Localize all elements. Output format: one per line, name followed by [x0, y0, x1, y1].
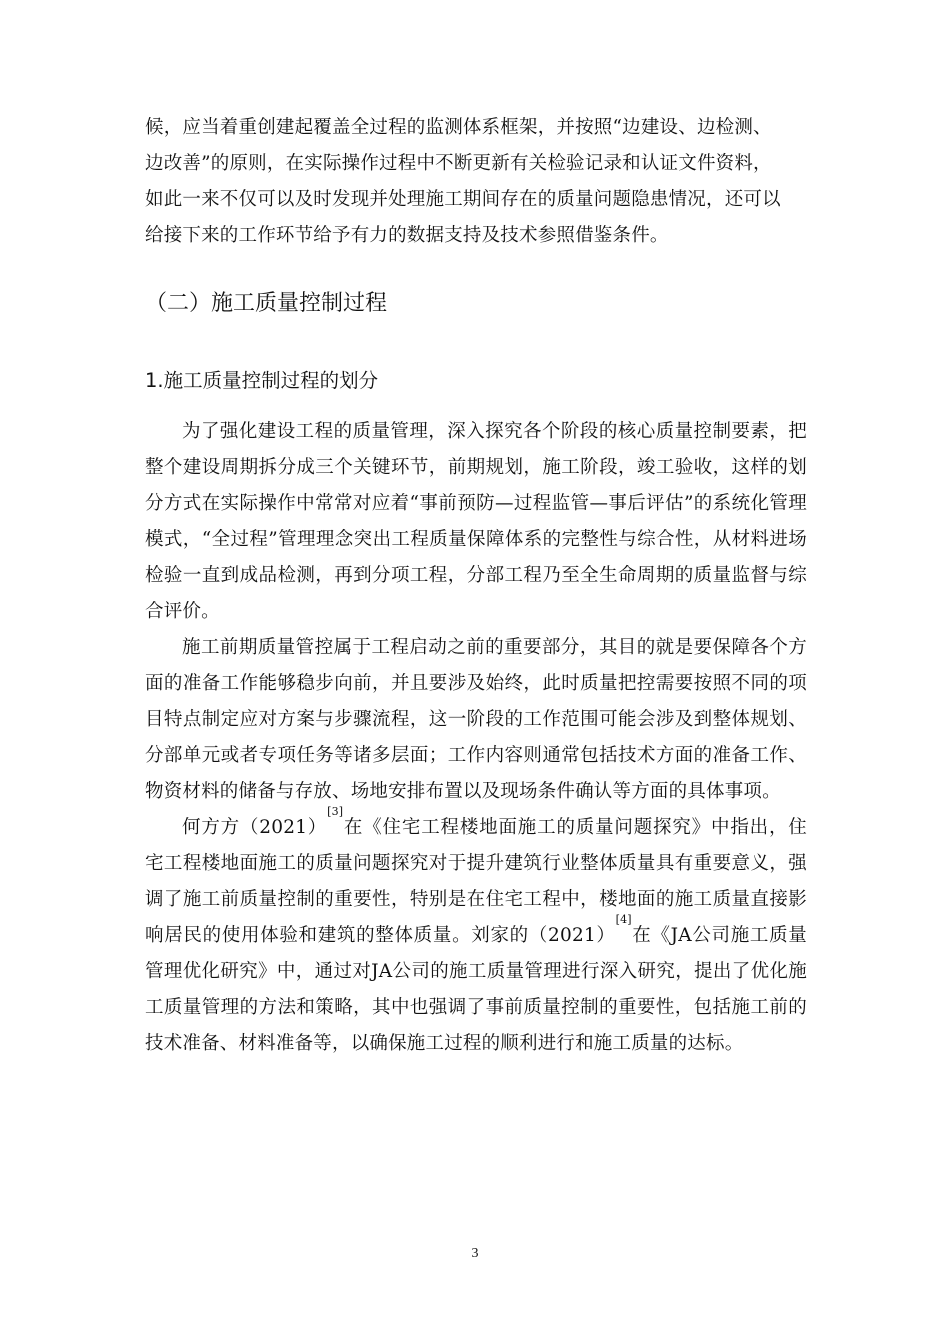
paragraph-literature-review [145, 805, 807, 1062]
text-line: 边改善”的原则，在实际操作过程中不断更新有关检验记录和认证文件资料， [145, 153, 772, 174]
text-line: 如此一来不仅可以及时发现并处理施工期间存在的质量问题隐患情况，还可以 [145, 189, 781, 210]
text-line: 给接下来的工作环节给予有力的数据支持及技术参照借鉴条件。 [145, 225, 669, 246]
section-heading: （二）施工质量控制过程 [145, 291, 388, 316]
citation-text: 何方方（2021） [182, 817, 328, 838]
subsection-heading: 1.施工质量控制过程的划分 [145, 369, 379, 392]
body-text [145, 414, 807, 1062]
paragraph-pre-construction: 施工前期质量管控属于工程启动之前的重要部分，其目的就是要保障各个方面的准备工作能够稳步向前，并且要涉及始终，此时质量把控需要按照不同的项目特点制定应对方案与步骤流程，这一阶段的工作范围可能会涉及到整体规划、分部单元或者专项任务等诸多层面；工作内容则通常包括技术方面的准备工作、物资材料的储备与存放、场地安排布置以及现场条件确认等方面的具体事项。 [145, 637, 807, 802]
citation-text: 在《住宅工程楼地面施工的质量问题探究》中指出，住宅工程楼地面施工的质量问题探究对于提升建筑行业整体质量具有重要意义，强调了施工前质量控制的重要性，特别是在住宅工程中，楼地面的施工质量直接影响居民的使用体验和建筑的整体质量。刘家的（2021） [145, 817, 807, 946]
continuation-paragraph [145, 110, 807, 254]
text-line: 候，应当着重创建起覆盖全过程的监测体系框架，并按照“边建设、边检测、 [145, 117, 772, 138]
paragraph-stage-division: 为了强化建设工程的质量管理，深入探究各个阶段的核心质量控制要素，把整个建设周期拆分成三个关键环节，前期规划，施工阶段，竣工验收，这样的划分方式在实际操作中常常对应着“事前预防—过程监管—事后评估”的系统化管理模式，“全过程”管理理念突出工程质量保障体系的完整性与综合性，从材料进场检验一直到成品检测，再到分项工程，分部工程乃至全生命周期的质量监督与综合评价。 [145, 421, 807, 622]
page-number: 3 [471, 1246, 479, 1261]
reference-marker: [3] [327, 805, 344, 818]
reference-marker: [4] [615, 913, 632, 926]
citation-text: 在《JA公司施工质量管理优化研究》中，通过对JA公司的施工质量管理进行深入研究，提出了优化施工质量管理的方法和策略，其中也强调了事前质量控制的重要性，包括施工前的技术准备、材料准备等，以确保施工过程的顺利进行和施工质量的达标。 [145, 925, 807, 1054]
